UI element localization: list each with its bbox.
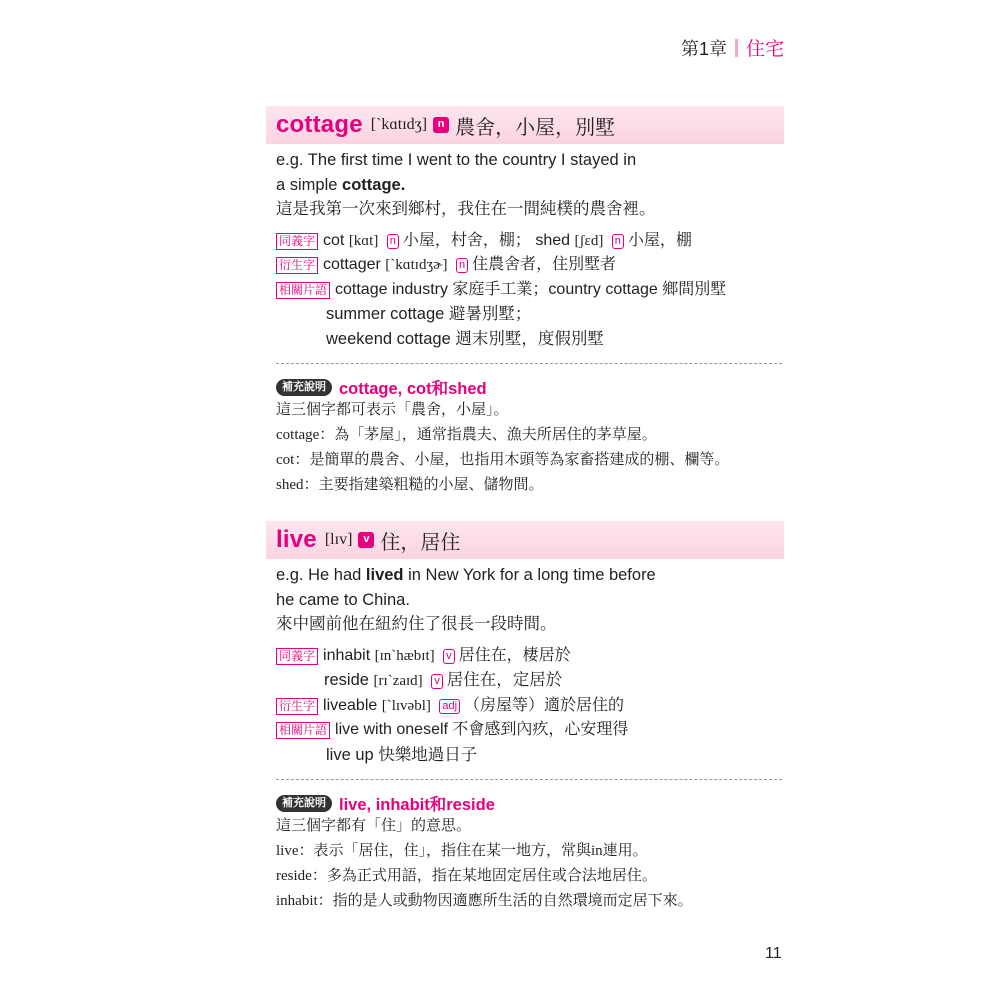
pos-badge: v <box>358 532 374 548</box>
phrase-row <box>266 278 784 303</box>
note-title: live, inhabit和reside <box>339 796 495 814</box>
derivative-tag: 衍生字 <box>276 698 318 715</box>
synonym-ipa: [ɪn`hæbɪt] <box>374 647 435 664</box>
note-line: reside：多為正式用語，指在某地固定居住或合法地居住。 <box>276 868 657 884</box>
section-divider <box>276 779 782 780</box>
synonym-word: reside <box>324 671 369 689</box>
phrase-tag: 相關片語 <box>276 722 330 739</box>
note-line: cot：是簡單的農舍、小屋，也指用木頭等為家畜搭建成的棚、欄等。 <box>276 452 730 468</box>
synonym-content <box>323 229 692 254</box>
derivative-ipa: [`kɑtɪdʒɚ] <box>385 257 448 273</box>
note-header <box>276 792 784 814</box>
derivative-word: cottager <box>323 256 381 273</box>
supplement-note <box>266 376 784 498</box>
example-text: e.g. He had <box>276 566 366 584</box>
headword: live <box>276 526 317 553</box>
derivative-def: （房屋等）適於居住的 <box>464 696 625 714</box>
entry-cottage <box>266 106 784 498</box>
headword-band <box>266 106 784 144</box>
example-zh: 這是我第一次來到鄉村，我住在一間純樸的農舍裡。 <box>276 200 656 218</box>
synonym-row <box>266 644 784 669</box>
synonym-row-2 <box>266 668 784 694</box>
example-en-line-1: e.g. The first time I went to the country I stayed in <box>276 151 637 169</box>
chapter-divider <box>735 39 738 57</box>
synonym-pos: v <box>431 674 443 689</box>
synonym-def: 小屋，村舍，棚； <box>402 231 531 249</box>
example-en-line-2: he came to China. <box>276 590 410 609</box>
synonym-row <box>266 229 784 254</box>
headword-band <box>266 521 784 559</box>
note-title: cottage, cot和shed <box>339 380 487 398</box>
synonym-tag: 同義字 <box>276 648 318 665</box>
example-en-line-2 <box>266 173 784 198</box>
note-line: 這三個字都可表示「農舍，小屋」。 <box>276 402 509 418</box>
example-en-line-1 <box>266 563 784 588</box>
pos-badge: n <box>433 117 449 133</box>
synonym-pos: n <box>387 234 399 249</box>
phrase-row <box>266 718 784 743</box>
phrase-line-2: summer cottage 避暑別墅； <box>326 305 532 323</box>
section-divider <box>276 363 782 364</box>
synonym-content <box>323 644 571 669</box>
phrase-line-1: cottage industry 家庭手工業；country cottage 鄉間別墅 <box>335 280 727 298</box>
synonym-pos: n <box>612 234 624 249</box>
headword-definition: 農舍，小屋，別墅 <box>455 116 616 139</box>
entry-live <box>266 521 784 914</box>
chapter-title: 住宅 <box>745 39 784 60</box>
synonym-ipa: [rɪ`zaɪd] <box>373 673 423 689</box>
note-line: shed：主要指建築粗糙的小屋、儲物間。 <box>276 477 544 493</box>
synonym-tag: 同義字 <box>276 233 318 250</box>
note-badge: 補充說明 <box>276 379 332 396</box>
synonym-def: 居住在，棲居於 <box>458 646 571 664</box>
chapter-number: 第1章 <box>680 38 727 59</box>
synonym-pos: v <box>443 649 455 664</box>
example-keyword: lived <box>365 566 404 584</box>
note-badge: 補充說明 <box>276 795 332 812</box>
note-line: cottage：為「茅屋」，通常指農夫、漁夫所居住的茅草屋。 <box>276 427 657 443</box>
note-line: 這三個字都有「住」的意思。 <box>276 818 472 834</box>
derivative-tag: 衍生字 <box>276 257 318 274</box>
synonym-ipa: [ʃɛd] <box>574 232 604 249</box>
derivative-row <box>266 694 784 719</box>
note-line: live：表示「居住，住」，指住在某一地方，常與in連用。 <box>276 843 648 859</box>
derivative-pos: adj <box>439 699 460 714</box>
example-text: in New York for a long time before <box>403 566 656 584</box>
headword-ipa: [`kɑtɪdʒ] <box>370 116 428 133</box>
phrase-line-2: live up 快樂地過日子 <box>326 745 478 764</box>
derivative-content <box>323 694 624 719</box>
headword-ipa: [lɪv] <box>324 531 353 548</box>
synonym-word: shed <box>535 231 571 249</box>
derivative-row <box>266 253 784 278</box>
synonym-def: 小屋，棚 <box>627 231 692 249</box>
example-text: a simple <box>276 175 343 194</box>
chapter-header <box>681 34 784 61</box>
synonym-word: inhabit <box>323 646 371 664</box>
note-line: inhabit：指的是人或動物因適應所生活的自然環境而定居下來。 <box>276 893 693 909</box>
derivative-content <box>323 253 616 278</box>
phrase-line-1: live with oneself 不會感到內疚，心安理得 <box>335 721 629 738</box>
example-keyword: cottage. <box>342 175 406 194</box>
derivative-ipa: [`lɪvəbl] <box>381 697 431 714</box>
derivative-word: liveable <box>323 696 378 714</box>
derivative-def: 住農舍者，住別墅者 <box>472 256 617 273</box>
synonym-ipa: [kɑt] <box>348 232 379 249</box>
phrase-line-3: weekend cottage 週末別墅，度假別墅 <box>326 329 604 348</box>
synonym-word: cot <box>323 231 345 249</box>
page-number: 11 <box>765 945 782 962</box>
note-header <box>276 376 784 398</box>
phrase-tag: 相關片語 <box>276 282 330 299</box>
headword: cottage <box>276 111 363 138</box>
supplement-note <box>266 792 784 914</box>
derivative-pos: n <box>456 258 468 273</box>
example-zh: 來中國前他在紐約住了很長一段時間。 <box>276 615 557 633</box>
synonym-def: 居住在，定居於 <box>446 671 563 689</box>
headword-definition: 住，居住 <box>380 531 461 554</box>
